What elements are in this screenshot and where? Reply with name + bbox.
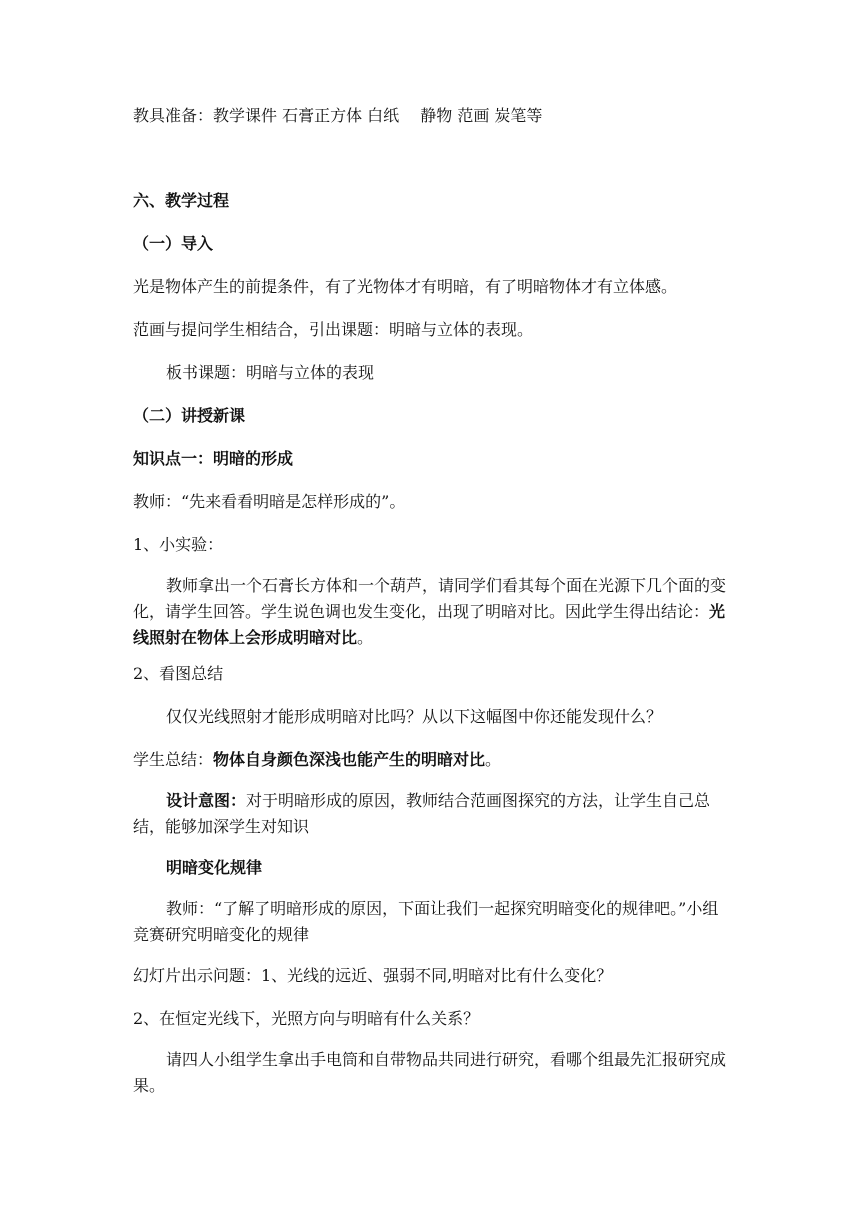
intro-paragraph-2: 范画与提问学生相结合，引出课题：明暗与立体的表现。 xyxy=(133,320,534,339)
student-summary-end: 。 xyxy=(485,750,502,769)
group-competition-paragraph: 教师：“了解了明暗形成的原因，下面让我们一起探究明暗变化的规律吧。”小组竞赛研究明暗变化的规律 xyxy=(133,899,719,944)
design-intent-label: 设计意图： xyxy=(166,791,247,810)
subheading-introduction: （一）导入 xyxy=(133,234,214,253)
group-research-paragraph: 请四人小组学生拿出手电筒和自带物品共同进行研究，看哪个组最先汇报研究成果。 xyxy=(133,1050,727,1095)
board-title-line: 板书课题：明暗与立体的表现 xyxy=(166,363,375,382)
slide-question-line-2: 2、在恒定光线下，光照方向与明暗有什么关系？ xyxy=(133,1009,480,1028)
knowledge-point-one-heading: 知识点一：明暗的形成 xyxy=(133,449,294,468)
design-intent-text: 对于明暗形成的原因，教师结合范画图探究的方法，让学生自己总结，能够加深学生对知识 xyxy=(133,791,711,836)
experiment-paragraph-end: 。 xyxy=(357,628,374,647)
student-summary-line xyxy=(133,750,733,770)
student-summary-label: 学生总结： xyxy=(133,750,214,769)
slide-question-line-1: 幻灯片出示问题：1、光线的远近、强弱不同,明暗对比有什么变化？ xyxy=(133,966,613,985)
section-heading-teaching-process: 六、教学过程 xyxy=(133,191,230,210)
experiment-paragraph xyxy=(133,573,728,651)
experiment-conclusion-bold: 光线照射在物体上会形成明暗对比 xyxy=(133,602,726,647)
student-summary-bold: 物体自身颜色深浅也能产生的明暗对比 xyxy=(213,750,486,769)
intro-paragraph-1: 光是物体产生的前提条件，有了光物体才有明暗，有了明暗物体才有立体感。 xyxy=(133,277,678,296)
design-intent-paragraph xyxy=(133,788,728,840)
teaching-aids-line: 教具准备：教学课件 石膏正方体 白纸 静物 范画 炭笔等 xyxy=(133,106,543,125)
question-line: 仅仅光线照射才能形成明暗对比吗？从以下这幅图中你还能发现什么？ xyxy=(166,707,663,726)
experiment-paragraph-text: 教师拿出一个石膏长方体和一个葫芦，请同学们看其每个面在光源下几个面的变化，请学生回答。学生说色调也发生变化，出现了明暗对比。因此学生得出结论： xyxy=(133,576,727,621)
experiment-heading: 1、小实验： xyxy=(133,535,224,554)
look-summarize-heading: 2、看图总结 xyxy=(133,664,224,683)
teacher-quote-line: 教师：“先来看看明暗是怎样形成的”。 xyxy=(133,492,406,511)
subheading-new-lesson: （二）讲授新课 xyxy=(133,406,246,425)
shading-rules-heading: 明暗变化规律 xyxy=(166,858,263,877)
